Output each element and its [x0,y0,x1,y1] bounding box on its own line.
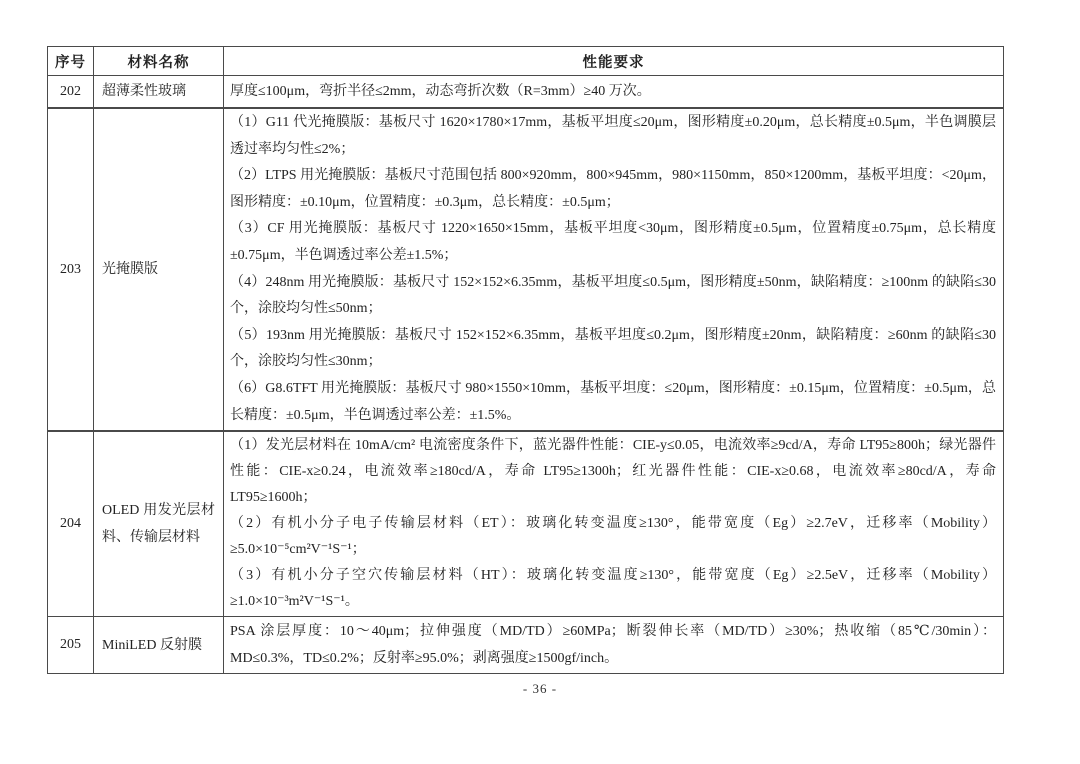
page-number: - 36 - [522,681,558,696]
requirement-paragraph: PSA 涂层厚度：10～40μm；拉伸强度（MD/TD）≥60MPa；断裂伸长率（MD/TD）≥30%；热收缩（85℃/30min）：MD≤0.3%，TD≤0.2%；反射率≥95.0%；剥离强度≥1500gf/inch。 [230,624,996,667]
cell-material-name: MiniLED 反射膜 [94,617,224,674]
table-row [48,431,1004,617]
requirement-paragraph: （5）193nm 用光掩膜版：基板尺寸 152×152×6.35mm，基板平坦度≤0.2μm，图形精度±20nm，缺陷精度：≥60nm 的缺陷≤30 个，涂胶均匀性≤30nm； [230,327,996,370]
cell-performance-requirements [224,108,1004,431]
requirement-paragraph: （3）CF 用光掩膜版：基板尺寸 1220×1650×15mm，基板平坦度<30μm，图形精度±0.5μm，位置精度±0.75μm，总长精度±0.75μm，半色调透过率公差±1.5%； [230,221,996,263]
cell-serial-number: 203 [48,108,94,431]
column-header-requirements: 性能要求 [224,47,1004,76]
requirement-paragraph: （1）G11 代光掩膜版：基板尺寸 1620×1780×17mm，基板平坦度≤20μm，图形精度±0.20μm，总长精度±0.5μm，半色调膜层透过率均匀性≤2%； [230,115,996,157]
cell-material-name: 光掩膜版 [94,108,224,431]
table-row [48,617,1004,674]
cell-serial-number: 205 [48,617,94,674]
requirement-paragraph: （3）有机小分子空穴传输层材料（HT）：玻璃化转变温度≥130°，能带宽度（Eg）≥2.5eV，迁移率（Mobility）≥1.0×10⁻³m²V⁻¹S⁻¹。 [230,568,996,610]
requirement-paragraph: （2）有机小分子电子传输层材料（ET）：玻璃化转变温度≥130°，能带宽度（Eg）≥2.7eV，迁移率（Mobility）≥5.0×10⁻⁵cm²V⁻¹S⁻¹； [230,516,996,558]
table-header-row [48,47,1004,76]
table-body [48,76,1004,674]
cell-performance-requirements [224,617,1004,674]
requirement-paragraph: （4）248nm 用光掩膜版：基板尺寸 152×152×6.35mm，基板平坦度≤0.5μm，图形精度±50nm，缺陷精度：≥100nm 的缺陷≤30 个，涂胶均匀性≤50nm； [230,274,996,317]
cell-performance-requirements [224,431,1004,617]
cell-performance-requirements [224,76,1004,109]
requirement-paragraph: （6）G8.6TFT 用光掩膜版：基板尺寸 980×1550×10mm，基板平坦度：≤20μm，图形精度：±0.15μm，位置精度：±0.5μm，总长精度：±0.5μm，半色调透过率公差：±1.5%。 [230,380,996,423]
cell-serial-number: 202 [48,76,94,109]
materials-table [47,46,1004,674]
requirement-paragraph: （1）发光层材料在 10mA/cm² 电流密度条件下，蓝光器件性能：CIE-y≤0.05，电流效率≥9cd/A，寿命 LT95≥800h；绿光器件性能：CIE-x≥0.24，电流效率≥180cd/A，寿命 LT95≥1300h；红光器件性能：CIE-x≥0.68，电流效率≥80cd/A，寿命 LT95≥1600h； [230,438,996,506]
cell-serial-number: 204 [48,431,94,617]
column-header-no: 序号 [48,47,94,76]
requirement-paragraph: （2）LTPS 用光掩膜版：基板尺寸范围包括 800×920mm，800×945mm，980×1150mm，850×1200mm，基板平坦度：<20μm，图形精度：±0.10μm，位置精度：±0.3μm，总长精度：±0.5μm； [230,168,996,210]
table-row [48,76,1004,109]
cell-material-name: OLED 用发光层材料、传输层材料 [94,431,224,617]
column-header-material: 材料名称 [94,47,224,76]
cell-material-name: 超薄柔性玻璃 [94,76,224,109]
table-row [48,108,1004,431]
requirement-paragraph: 厚度≤100μm，弯折半径≤2mm，动态弯折次数（R=3mm）≥40 万次。 [230,83,651,99]
